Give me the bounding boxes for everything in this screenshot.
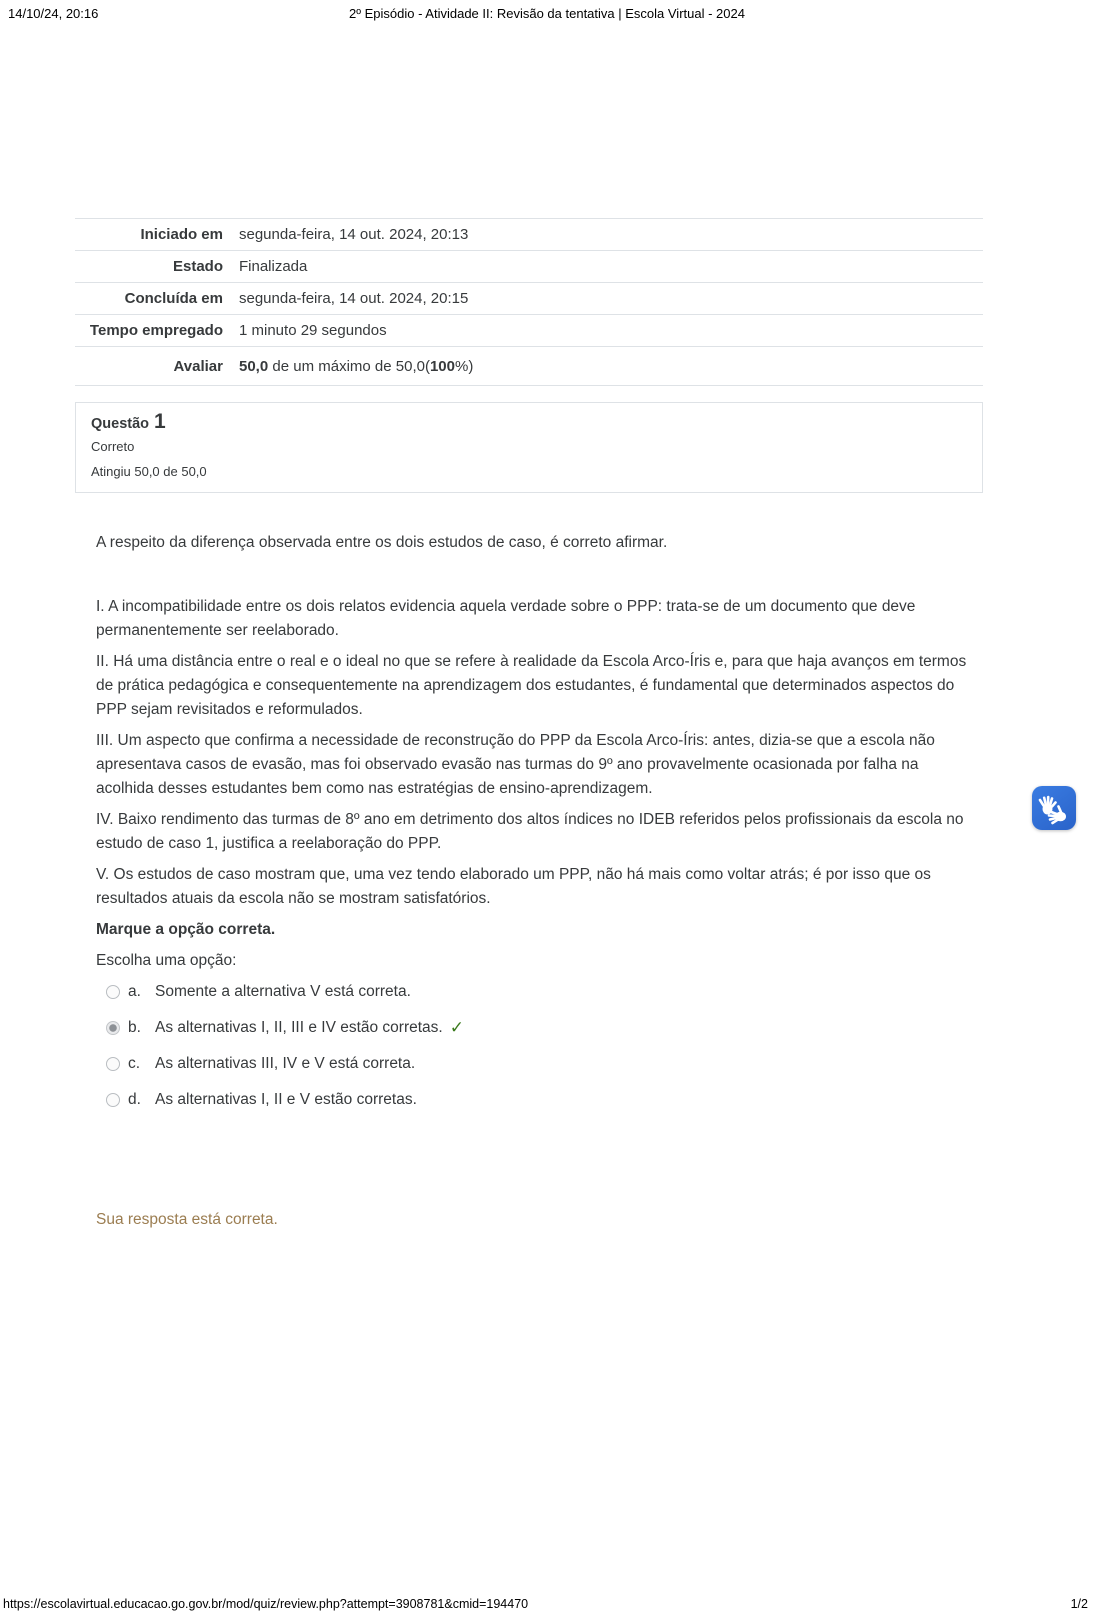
table-row — [75, 347, 983, 386]
option-c-row[interactable] — [96, 1052, 976, 1076]
summary-label-grade: Avaliar — [173, 358, 223, 375]
print-footer-url: https://escolavirtual.educacao.go.gov.br/mod/quiz/review.php?attempt=3908781&cmid=194470 — [3, 1597, 529, 1611]
radio-option-b[interactable] — [106, 1021, 120, 1035]
libras-hands-icon — [1032, 786, 1076, 830]
statement-item-5: V. Os estudos de caso mostram que, uma vez tendo elaborado um PPP, não há mais como voltar atrás; é por isso que os resultados atuais da escola não se mostram satisfatórios. — [96, 866, 931, 907]
table-row — [75, 315, 983, 347]
summary-label-completed: Concluída em — [124, 290, 223, 307]
summary-value-state: Finalizada — [239, 258, 308, 275]
question-content — [96, 531, 976, 1232]
statement-item-4: IV. Baixo rendimento das turmas de 8º ano em detrimento dos altos índices no IDEB referidos pelos profissionais da escola no estudo de caso 1, justifica a reelaboração do PPP. — [96, 811, 964, 852]
summary-value-grade — [223, 347, 983, 386]
question-number-label: Questão — [91, 416, 150, 432]
answer-options — [96, 980, 976, 1112]
grade-text: de um máximo de 50,0( — [268, 358, 430, 375]
summary-label-started: Iniciado em — [140, 226, 223, 243]
print-datetime: 14/10/24, 20:16 — [8, 6, 99, 21]
option-d-row[interactable] — [96, 1088, 976, 1112]
question-intro: A respeito da diferença observada entre os dois estudos de caso, é correto afirmar. — [96, 534, 668, 551]
option-c-letter: c. — [128, 1055, 141, 1072]
table-row — [75, 219, 983, 251]
answer-feedback: Sua resposta está correta. — [96, 1211, 278, 1228]
radio-option-a[interactable] — [106, 985, 120, 999]
question-prompt: Marque a opção correta. — [96, 921, 276, 938]
summary-value-time: 1 minuto 29 segundos — [239, 322, 387, 339]
question-number: 1 — [154, 410, 166, 433]
option-a-row[interactable] — [96, 980, 976, 1004]
option-b-row[interactable] — [96, 1016, 976, 1040]
question-status: Correto — [91, 439, 135, 454]
libras-accessibility-button[interactable] — [1032, 786, 1076, 830]
grade-score: 50,0 — [239, 358, 269, 375]
option-b-text: As alternativas I, II, III e IV estão corretas. — [155, 1019, 443, 1036]
summary-value-started: segunda-feira, 14 out. 2024, 20:13 — [239, 226, 469, 243]
option-b-letter: b. — [128, 1019, 141, 1036]
summary-value-completed: segunda-feira, 14 out. 2024, 20:15 — [239, 290, 469, 307]
grade-end: %) — [454, 358, 474, 375]
statement-item-2: II. Há uma distância entre o real e o ideal no que se refere à realidade da Escola Arco-Íris e, para que haja avanços em termos de prática pedagógica e consequentemente na aprendizagem dos estudantes, é fundamental que determinados aspectos do PPP sejam revisitados e reformulados. — [96, 653, 967, 718]
radio-option-d[interactable] — [106, 1093, 120, 1107]
radio-option-c[interactable] — [106, 1057, 120, 1071]
table-row — [75, 251, 983, 283]
choose-option-label: Escolha uma opção: — [96, 952, 237, 969]
option-d-text: As alternativas I, II e V estão corretas. — [155, 1091, 417, 1108]
table-row — [75, 283, 983, 315]
attempt-summary-table — [75, 218, 983, 386]
option-d-letter: d. — [128, 1091, 141, 1108]
grade-percent: 100 — [429, 358, 455, 375]
summary-label-state: Estado — [172, 258, 223, 275]
question-points: Atingiu 50,0 de 50,0 — [91, 464, 207, 479]
correct-check-icon: ✓ — [449, 1018, 464, 1037]
question-info-box — [75, 402, 983, 493]
statement-item-3: III. Um aspecto que confirma a necessidade de reconstrução do PPP da Escola Arco-Íris: antes, dizia-se que a escola não apresentava casos de evasão, mas foi observado evasão nas turmas do 9º ano provavelmente ocasionada por falha na acolhida desses estudantes bem como nas estratégias de ensino-aprendizagem. — [96, 732, 935, 797]
main-content — [75, 218, 983, 1232]
question-number-line — [91, 410, 967, 434]
option-a-letter: a. — [128, 983, 141, 1000]
statement-item-1: I. A incompatibilidade entre os dois relatos evidencia aquela verdade sobre o PPP: trata-se de um documento que deve permanentemente ser reelaborado. — [96, 598, 916, 639]
print-footer-page-number: 1/2 — [1070, 1597, 1088, 1611]
option-c-text: As alternativas III, IV e V está correta. — [155, 1055, 416, 1072]
option-a-text: Somente a alternativa V está correta. — [155, 983, 411, 1000]
page-title: 2º Episódio - Atividade II: Revisão da tentativa | Escola Virtual - 2024 — [349, 6, 745, 21]
summary-label-time: Tempo empregado — [89, 322, 223, 339]
